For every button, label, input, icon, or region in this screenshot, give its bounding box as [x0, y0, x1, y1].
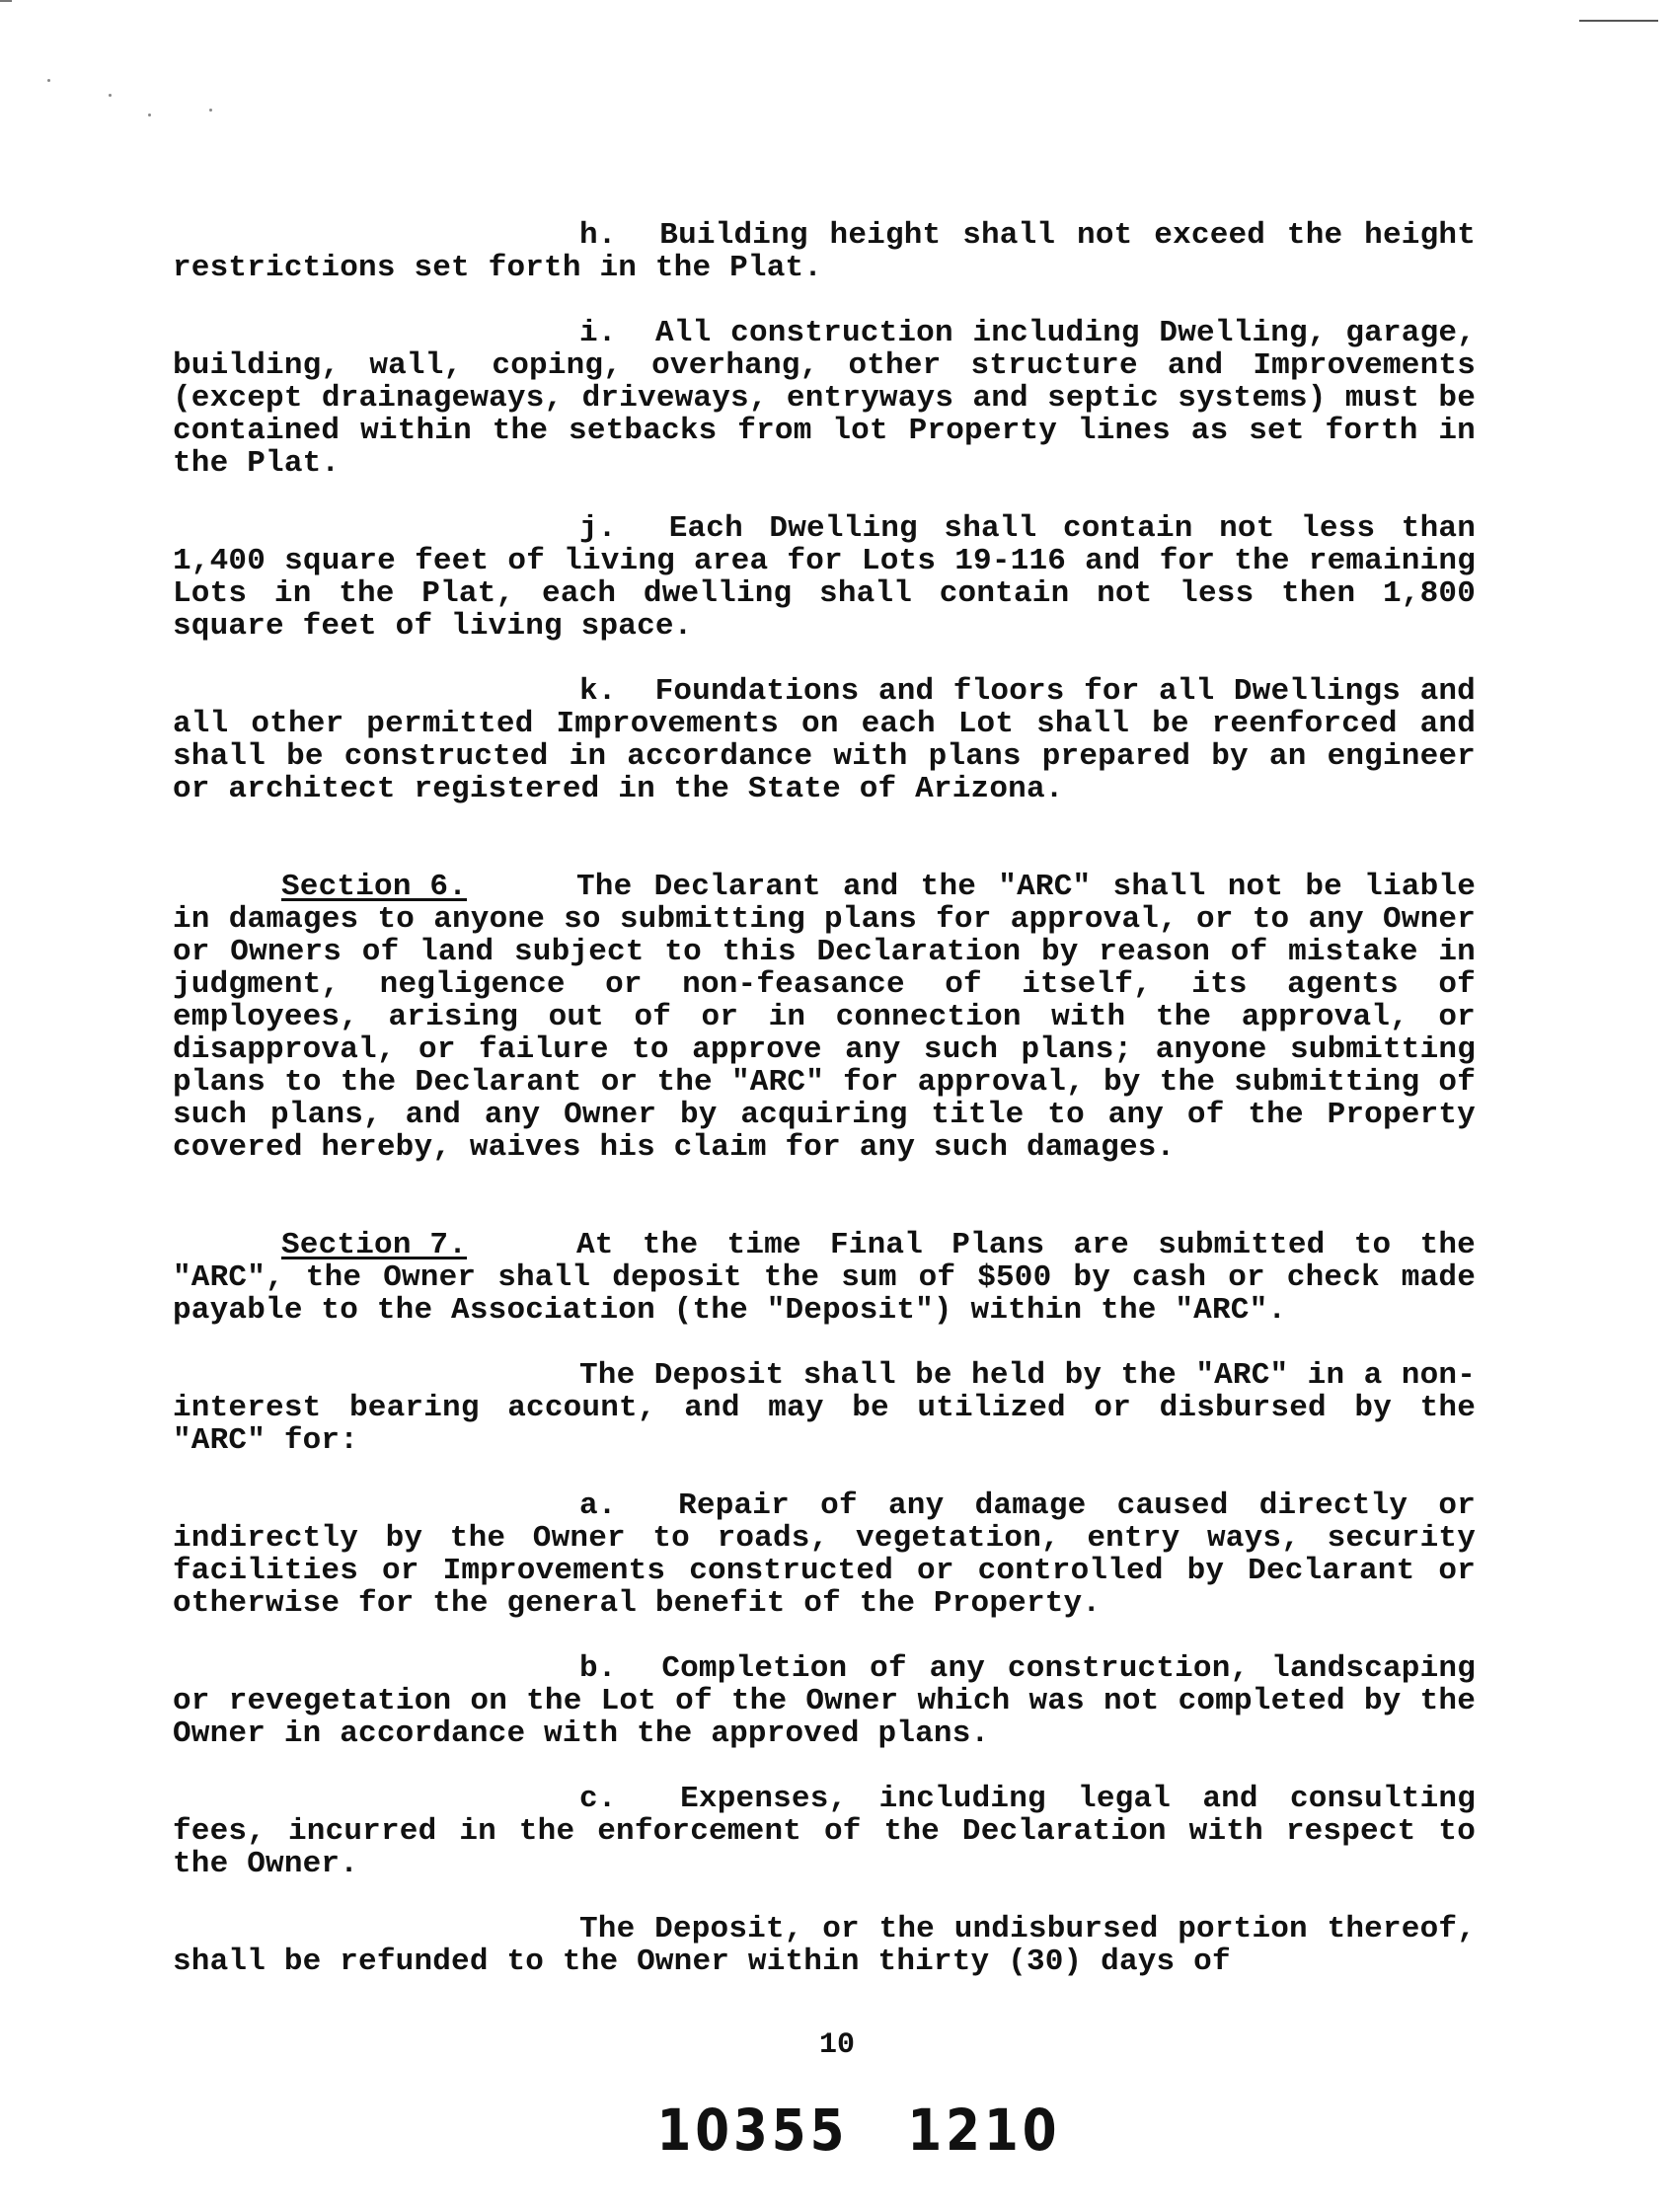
scan-speck — [47, 79, 50, 82]
item-marker: a. — [579, 1488, 617, 1523]
paragraph-text: At the time Final Plans are submitted to the "ARC", the Owner shall deposit the sum of $500 by cash or check made payable to the Association (the "Deposit") within the "ARC". — [173, 1228, 1476, 1328]
scan-speck — [148, 114, 151, 116]
item-marker: c. — [579, 1782, 617, 1816]
paragraph-text: The Declarant and the "ARC" shall not be liable in damages to anyone so submitting plans for approval, or to any Owner or Owners of land subject to this Declaration by reason of mistake in judgment, negligence or non-feasance of itself, its agents of employees, arising out of or in connection with the approval, or disapproval, or failure to approve any such plans; anyone submitting plans to the Declarant or the "ARC" for approval, by the submitting of such plans, and any Owner by acquiring title to any of the Property covered hereby, waives his claim for any such damages. — [173, 870, 1476, 1165]
paragraph-text: Completion of any construction, landscaping or revegetation on the Lot of the Owner which was not completed by the Owner in accordance with the approved plans. — [173, 1651, 1477, 1751]
paragraph-text: Repair of any damage caused directly or indirectly by the Owner to roads, vegetation, entry ways, security facilities or Improvements constructed or controlled by Declarant or otherwise for the general benefit of the Property. — [173, 1488, 1477, 1621]
recording-stamp — [651, 2098, 1066, 2164]
section-7-paragraph — [173, 1229, 1476, 1327]
paragraph-text: The Deposit shall be held by the "ARC" in a non-interest bearing account, and may be utilized or disbursed by the "ARC" for: — [173, 1358, 1476, 1458]
item-marker: b. — [579, 1651, 617, 1686]
paragraph-h — [173, 219, 1476, 284]
paragraph-c — [173, 1783, 1476, 1880]
recording-book-number: 10355 — [656, 2098, 849, 2164]
section-label: Section 7. — [281, 1228, 468, 1262]
corner-scan-mark — [0, 0, 12, 2]
item-marker: i. — [579, 316, 617, 350]
paragraph-text: Foundations and floors for all Dwellings and all other permitted Improvements on each Lot shall be reenforced and shall be constructed in accordance with plans prepared by an engineer or architect registered in the State of Arizona. — [173, 674, 1476, 806]
recording-page-number: 1210 — [907, 2098, 1061, 2164]
item-marker: k. — [579, 674, 617, 709]
section-6-paragraph — [173, 871, 1476, 1164]
page-number: 10 — [818, 2028, 855, 2062]
item-marker: h. — [579, 218, 617, 253]
refund-paragraph — [173, 1913, 1476, 1978]
paragraph-j — [173, 512, 1476, 643]
deposit-paragraph — [173, 1359, 1476, 1457]
top-edge-rule — [1579, 20, 1658, 22]
section-label: Section 6. — [281, 870, 468, 904]
paragraph-text: The Deposit, or the undisbursed portion thereof, shall be refunded to the Owner within thirty (30) days of — [173, 1912, 1476, 1979]
scan-speck — [209, 109, 212, 112]
scan-speck — [109, 94, 112, 97]
paragraph-i — [173, 317, 1476, 480]
paragraph-a — [173, 1489, 1476, 1620]
paragraph-b — [173, 1652, 1476, 1750]
paragraph-text: Building height shall not exceed the height restrictions set forth in the Plat. — [173, 218, 1476, 285]
paragraph-k — [173, 675, 1476, 805]
paragraph-text: All construction including Dwelling, garage, building, wall, coping, overhang, other structure and Improvements (except drainageways, driveways, entryways and septic systems) must be contained within the setbacks from lot Property lines as set forth in the Plat. — [173, 316, 1476, 481]
paragraph-text: Each Dwelling shall contain not less than 1,400 square feet of living area for Lots 19-116 and for the remaining Lots in the Plat, each dwelling shall contain not less then 1,800 square feet of living space. — [173, 511, 1476, 644]
item-marker: j. — [579, 511, 617, 546]
paragraph-text: Expenses, including legal and consulting fees, incurred in the enforcement of the Declaration with respect to the Owner. — [173, 1782, 1477, 1881]
